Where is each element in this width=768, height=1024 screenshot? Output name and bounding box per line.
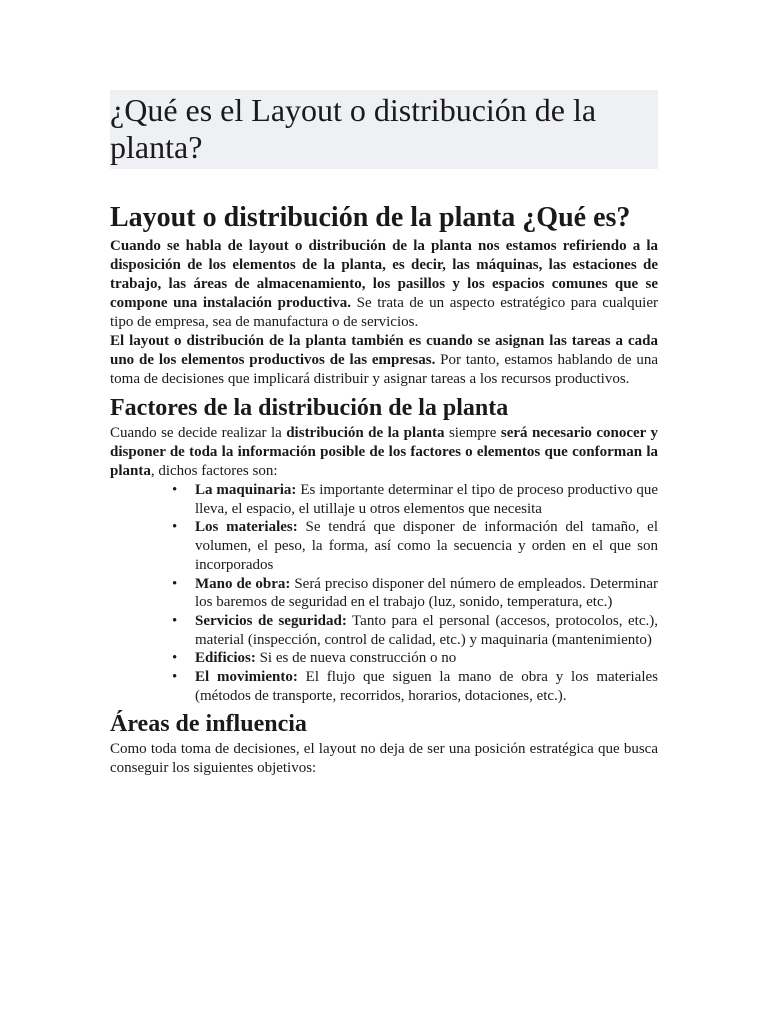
paragraph-definition [110,237,658,332]
list-item-text: Es importante determinar el tipo de proceso productivo que lleva, el espacio, el utillaje u otros elementos que necesita [195,482,659,517]
list-item [195,518,658,574]
list-item-label: Edificios: [195,650,256,667]
paragraph-tasks-bold: El layout o distribución de la planta también es cuando se asignan las tareas a cada uno de los elementos productivos de las empresas. [110,333,658,368]
paragraph-definition-bold: Cuando se habla de layout o distribución de la planta nos estamos refiriendo a la disposición de los elementos de la planta, es decir, las máquinas, las estaciones de trabajo, las áreas de almacenamiento, los pasillos y los espacios comunes que se compone una instalación productiva. [110,238,658,311]
list-item [195,575,658,612]
paragraph-tasks [110,332,658,389]
list-item-label: Servicios de seguridad: [195,612,347,629]
intro-text-1: Cuando se decide realizar la [110,425,287,441]
paragraph-areas: Como toda toma de decisiones, el layout no deja de ser una posición estratégica que busca conseguir los siguientes objetivos: [110,741,658,777]
list-item [195,649,658,668]
list-item [195,612,658,649]
paragraph-factores-intro [110,424,658,481]
intro-bold-1: distribución de la planta [286,425,445,441]
factors-list [110,481,658,705]
list-item [195,668,658,705]
list-item-label: El movimiento: [195,669,298,686]
list-item [195,481,658,518]
section-heading-areas: Áreas de influencia [110,711,307,738]
list-item-label: Los materiales: [195,519,298,536]
section-heading-factores: Factores de la distribución de la planta [110,395,509,421]
list-item-label: Mano de obra: [195,575,291,592]
intro-text-2: siempre [444,425,501,441]
list-item-text: Se tendrá que disponer de información del tamaño, el volumen, el peso, la forma, así como la secuencia y orden en el que son incorporados [195,519,658,573]
intro-bold-2: será necesario conocer y disponer de toda la información posible de los factores o elementos que conforman la planta [110,425,658,479]
paragraph-definition-text: Se trata de un aspecto estratégico para cualquier tipo de empresa, sea de manufactura o de servicios. [110,295,658,330]
list-item-text: Será preciso disponer del número de empleados. Determinar los baremos de seguridad en el trabajo (luz, sonido, temperatura, etc.) [195,575,658,611]
paragraph-tasks-text: Por tanto, estamos hablando de una toma de decisiones que implicará distribuir y asignar tareas a los recursos productivos. [110,352,658,387]
list-item-text: El flujo que siguen la mano de obra y los materiales (métodos de transporte, recorridos, horarios, dotaciones, etc.). [195,669,658,704]
list-item-text: Tanto para el personal (accesos, protocolos, etc.), material (inspección, control de calidad, etc.) y maquinaria (mantenimiento) [195,612,658,648]
section-heading-layout: Layout o distribución de la planta ¿Qué es? [110,202,631,233]
document-content [110,90,658,778]
intro-text-3: , dichos factores son: [150,463,278,479]
page-title: ¿Qué es el Layout o distribución de la planta? [110,90,658,169]
list-item-label: La maquinaria: [195,482,297,498]
list-item-text: Si es de nueva construcción o no [255,650,457,667]
